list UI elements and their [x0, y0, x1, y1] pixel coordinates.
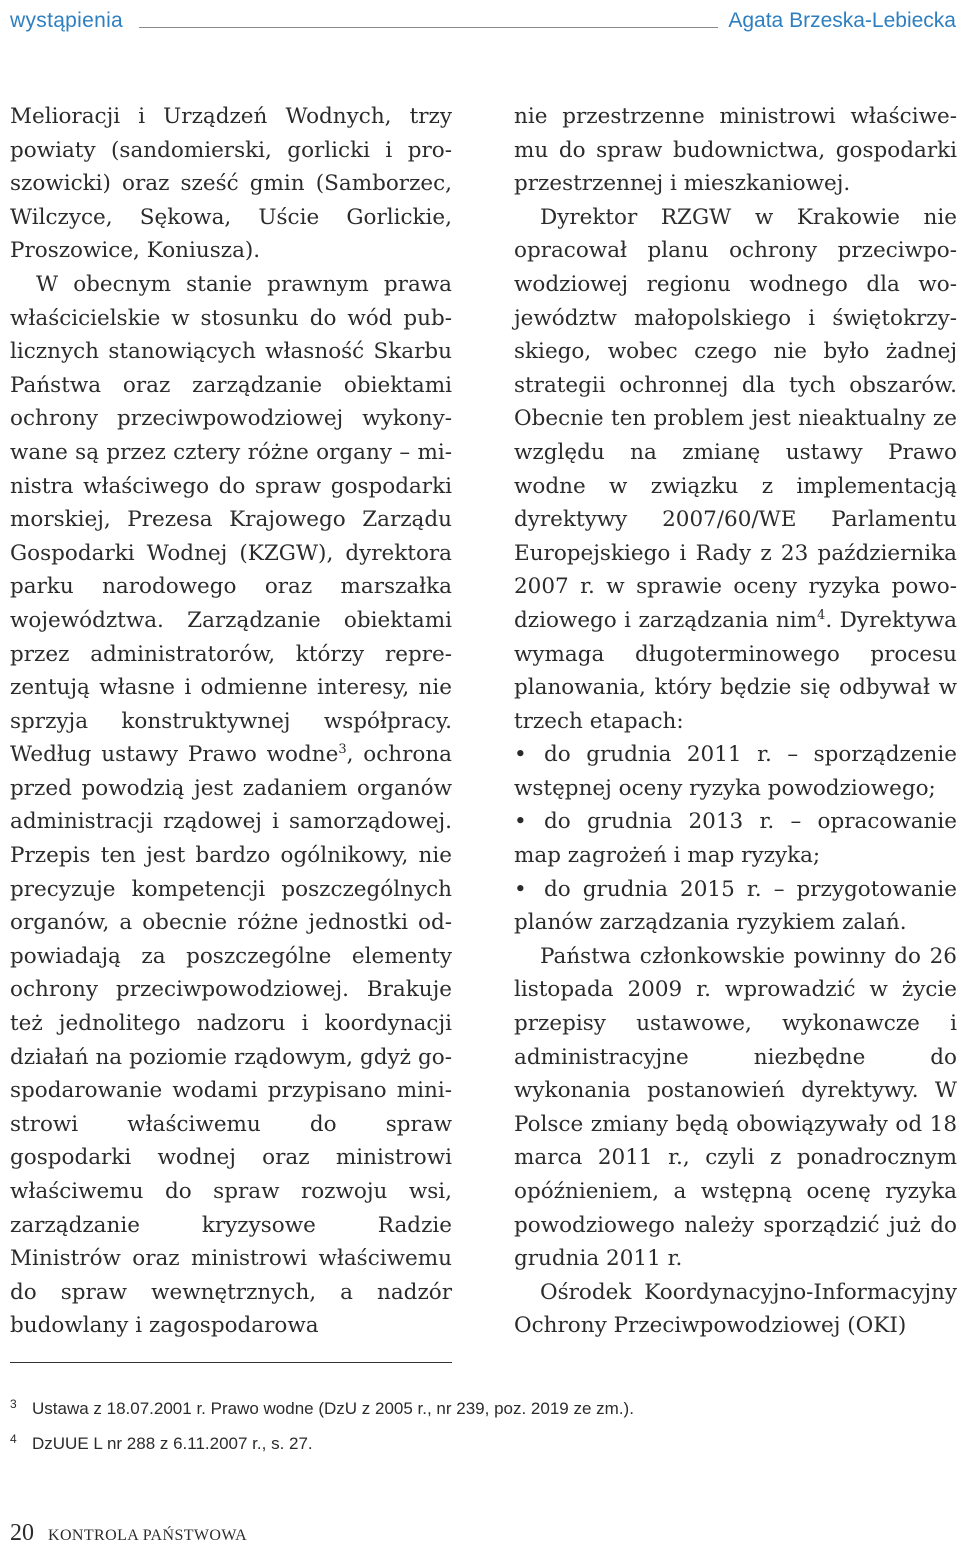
- footnote-3: [10, 1392, 910, 1427]
- bullet-icon: •: [514, 809, 527, 835]
- left-paragraph-2-text-a: W obecnym stanie prawnym prawa właścicielskie w stosunku do wód publicznych stanowiących własność Skarbu Państwa oraz zarządzanie obiektami ochrony przeciwpowodziowej wykonywane są przez cztery różne organy – ministra właściwego do spraw gospodarki morskiej, Prezesa Krajowego Zarządu Gospodarki Wodnej (KZGW), dyrektora parku narodowego oraz marszałka województwa. Zarządzanie obiektami przez administratorów, którzy reprezentują własne i odmienne interesy, nie sprzyja konstruktywnej współpracy. Według ustawy Prawo wodne: [10, 271, 452, 768]
- list-item: [514, 738, 957, 805]
- right-paragraph-2: [514, 201, 957, 739]
- left-column: [10, 100, 452, 1343]
- page-number: 20: [10, 1520, 34, 1546]
- author-name: Agata Brzeska-Lebiecka: [728, 9, 956, 32]
- section-title: wystąpienia: [10, 9, 124, 32]
- left-paragraph-2: [10, 268, 452, 1343]
- list-item-text: do grudnia 2015 r. – przygotowanie planów zarządzania ryzykiem zalań.: [514, 876, 957, 936]
- footnote-4: [10, 1427, 910, 1462]
- footnote-number: 4: [10, 1432, 17, 1446]
- right-paragraph-1: nie przestrzenne ministrowi właściwemu do spraw budownictwa, gospodarki przestrzennej i mieszkaniowej.: [514, 104, 957, 197]
- bullet-icon: •: [514, 876, 527, 902]
- list-item-text: do grudnia 2013 r. – opracowanie map zagrożeń i map ryzyka;: [514, 809, 957, 869]
- left-paragraph-2-text-b: , ochrona przed powodzią jest zadaniem organów administracji rządowej i samorządowej. Przepis ten jest bardzo ogólnikowy, nie precyzuje kompetencji poszczególnych organów, a obecnie różne jednostki odpowiadają za poszczególne elementy ochrony przeciwpowodziowej. Brakuje też jednolitego nadzoru i koordynacji działań na poziomie rządowym, gdyż gospodarowanie wodami przypisano ministrowi właściwemu do spraw gospodarki wodnej oraz ministrowi właściwemu do spraw rozwoju wsi, zarządzanie kryzysowe Radzie Ministrów oraz ministrowi właściwemu do spraw wewnętrznych, a nadzór budowlany i zagospodarowa: [10, 742, 452, 1339]
- page-footer: [10, 1520, 247, 1547]
- footnotes: [10, 1392, 910, 1462]
- header-rule: [139, 27, 718, 28]
- right-paragraph-2-text-b: . Dyrektywa wymaga długoterminowego procesu planowania, który będzie się odbywał w trzech etapach:: [514, 607, 957, 734]
- right-paragraph-4: Ośrodek Koordynacyjno-Informacyjny Ochrony Przeciwpowodziowej (OKI): [514, 1279, 957, 1339]
- list-item-text: do grudnia 2011 r. – sporządzenie wstępnej oceny ryzyka powodziowego;: [514, 742, 957, 801]
- right-paragraph-3: Państwa członkowskie powinny do 26 listopada 2009 r. wprowadzić w życie przepisy ustawowe, wykonawcze i administracyjne niezbędne do wykonania postanowień dyrektywy. W Polsce zmiany będą obowiązywały od 18 marca 2011 r., czyli z ponadrocznym opóźnieniem, a wstępną ocenę ryzyka powodziowego należy sporządzić już do grudnia 2011 r.: [514, 943, 957, 1272]
- stages-list: [514, 738, 957, 940]
- list-item: [514, 873, 957, 940]
- left-paragraph-1: Melioracji i Urządzeń Wodnych, trzy powiaty (sandomierski, gorlicki i proszowicki) oraz sześć gmin (Samborzec, Wilczyce, Sękowa, Uście Gorlickie, Proszowice, Koniusza).: [10, 104, 452, 264]
- right-column: [514, 100, 957, 1343]
- footnote-ref-3: 3: [338, 742, 347, 758]
- footnote-text: Ustawa z 18.07.2001 r. Prawo wodne (DzU z 2005 r., nr 239, poz. 2019 ze zm.).: [32, 1399, 634, 1418]
- footnote-rule: [10, 1362, 452, 1363]
- footnote-number: 3: [10, 1397, 17, 1411]
- right-paragraph-2-text-a: Dyrektor RZGW w Krakowie nie opracował planu ochrony przeciwpowodziowej regionu wodnego dla województw małopolskiego i świętokrzyskiego, wobec czego nie było żadnej strategii ochronnej dla tych obszarów. Obecnie ten problem jest nieaktualny ze względu na zmianę ustawy Prawo wodne w związku z implementacją dyrektywy 2007/60/WE Parlamentu Europejskiego i Rady z 23 października 2007 r. w sprawie oceny ryzyka powodziowego i zarządzania nim: [514, 204, 957, 633]
- journal-name: KONTROLA PAŃSTWOWA: [48, 1527, 248, 1544]
- footnote-text: DzUUE L nr 288 z 6.11.2007 r., s. 27.: [32, 1434, 313, 1453]
- footnote-ref-4: 4: [817, 607, 826, 623]
- list-item: [514, 805, 957, 872]
- bullet-icon: •: [514, 742, 527, 768]
- running-header: [10, 0, 956, 34]
